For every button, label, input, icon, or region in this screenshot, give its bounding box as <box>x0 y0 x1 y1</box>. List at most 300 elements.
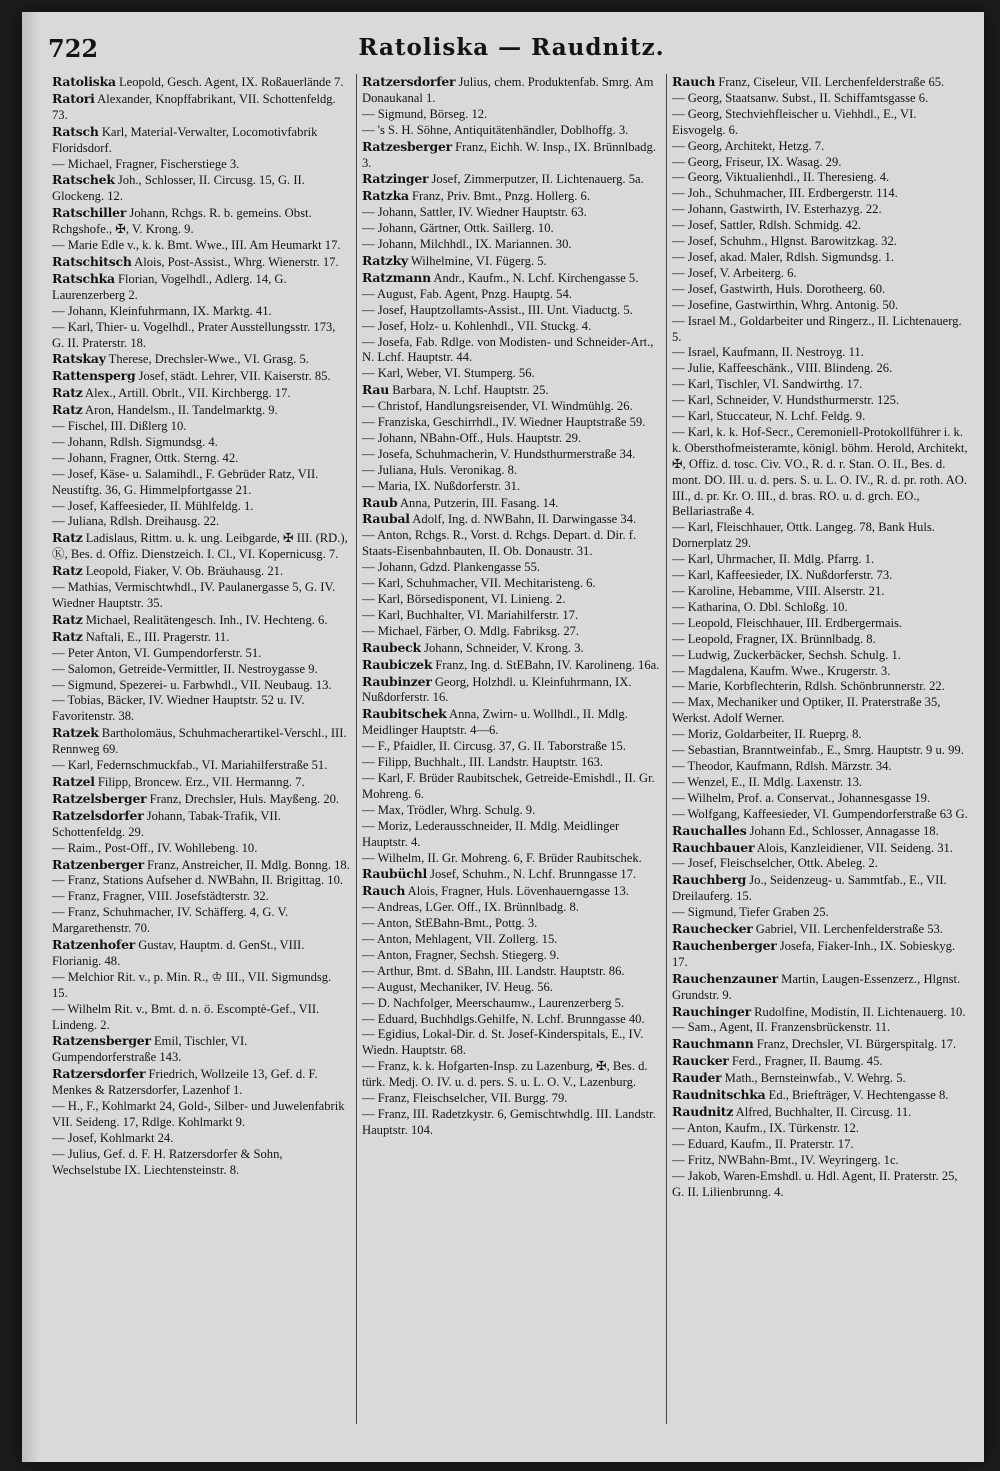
directory-entry <box>362 755 660 771</box>
directory-entry <box>672 938 970 971</box>
directory-entry <box>52 368 350 385</box>
directory-entry <box>362 948 660 964</box>
directory-entry <box>672 648 970 664</box>
directory-entry <box>362 964 660 980</box>
entry-surname: Ratzesberger <box>362 138 452 154</box>
directory-entry <box>52 514 350 530</box>
directory-entry <box>672 1036 970 1053</box>
entry-surname: Ratz <box>52 628 83 644</box>
directory-entry <box>362 303 660 319</box>
entry-details: — Max, Mechaniker und Optiker, II. Praterstraße 35, Werkst. Adolf Werner. <box>672 695 941 726</box>
entry-surname: Ratzelsdorfer <box>52 807 144 823</box>
entry-details: — Ludwig, Zuckerbäcker, Sechsh. Schulg. 1. <box>672 647 901 662</box>
directory-entry <box>362 771 660 803</box>
entry-details: Leopold, Fiaker, V. Ob. Bräuhausg. 21. <box>85 564 284 579</box>
directory-entry <box>362 1091 660 1107</box>
entry-details: — Josef, Käse- u. Salamihdl., F. Gebrüder Ratz, VII. Neustiftg. 36, G. Himmelpfortgasse 21. <box>52 466 319 497</box>
directory-entry <box>52 693 350 725</box>
entry-details: Franz, Ing. d. StEBahn, IV. Karolineng. 16a. <box>435 657 660 672</box>
entry-details: — Karl, F. Brüder Raubitschek, Getreide-Emishdl., II. Gr. Mohreng. 6. <box>362 770 655 801</box>
directory-entry <box>52 678 350 694</box>
entry-details: — Karl, Schuhmacher, VII. Mechitaristeng. 6. <box>362 576 596 591</box>
directory-entry <box>52 808 350 841</box>
directory-entry <box>52 629 350 646</box>
entry-details: — Moriz, Lederausschneider, II. Mdlg. Meidlinger Hauptstr. 4. <box>362 818 620 849</box>
entry-surname: Ratzmann <box>362 269 431 285</box>
directory-entry <box>52 774 350 791</box>
entry-details: — Filipp, Buchhalt., III. Landstr. Hauptstr. 163. <box>362 755 604 770</box>
entry-details: Alois, Kanzleidiener, VII. Seideng. 31. <box>756 840 953 855</box>
directory-entry <box>672 775 970 791</box>
directory-entry <box>362 205 660 221</box>
entry-surname: Ratschitsch <box>52 253 132 269</box>
directory-entry <box>52 451 350 467</box>
directory-entry <box>362 932 660 948</box>
directory-entry <box>672 921 970 938</box>
directory-entry <box>362 107 660 123</box>
entry-details: — Maria, IX. Nußdorferstr. 31. <box>362 478 521 493</box>
page-edge-shadow <box>22 12 40 1462</box>
entry-surname: Raubitschek <box>362 706 447 722</box>
entry-details: Franz, Drechsler, Huls. Mayßeng. 20. <box>149 791 340 806</box>
entry-details: — Josefa, Fab. Rdlge. von Modisten- und Schneider-Art., N. Lchf. Hauptstr. 44. <box>362 334 654 365</box>
entry-details: — D. Nachfolger, Meerschaumw., Laurenzerberg 5. <box>362 995 625 1010</box>
entry-details: — Eduard, Buchhdlgs.Gehilfe, N. Lchf. Brunngasse 40. <box>362 1011 645 1026</box>
entry-surname: Ratoliska <box>52 74 116 89</box>
directory-entry <box>672 298 970 314</box>
directory-entry <box>672 186 970 202</box>
entry-details: Gustav, Hauptm. d. GenSt., VIII. Florianig. 48. <box>52 938 305 968</box>
directory-entry <box>672 1004 970 1021</box>
directory-entry <box>362 560 660 576</box>
directory-entry <box>362 188 660 205</box>
directory-entry <box>672 807 970 823</box>
entry-details: — Josef, Holz- u. Kohlenhdl., VII. Stuckg. 4. <box>362 318 592 333</box>
directory-page <box>22 12 984 1462</box>
entry-surname: Ratsch <box>52 123 99 139</box>
directory-entry <box>52 1099 350 1131</box>
directory-entry <box>362 1027 660 1059</box>
entry-details: — Juliana, Rdlsh. Dreihausg. 22. <box>52 514 220 529</box>
entry-surname: Ratzersdorfer <box>362 74 456 89</box>
entry-details: — Josef, V. Arbeiterg. 6. <box>672 265 797 280</box>
entry-details: — Johann, Gdzd. Plankengasse 55. <box>362 560 541 575</box>
entry-surname: Rauch <box>362 883 406 899</box>
directory-entry <box>362 819 660 851</box>
entry-details: Emil, Tischler, VI. Gumpendorferstraße 143. <box>52 1034 248 1065</box>
directory-entry <box>672 1104 970 1121</box>
directory-entry <box>362 1012 660 1028</box>
entry-surname: Ratz <box>52 563 83 579</box>
running-title: Ratoliska — Raudnitz. <box>358 34 665 61</box>
directory-entry <box>52 791 350 808</box>
entry-details: — Michael, Fragner, Fischerstiege 3. <box>52 156 240 171</box>
directory-entry <box>52 873 350 889</box>
entry-surname: Ratschka <box>52 270 115 286</box>
directory-entry <box>362 1059 660 1091</box>
directory-entry <box>672 202 970 218</box>
directory-entry <box>672 361 970 377</box>
directory-entry <box>672 345 970 361</box>
entry-details: Jo., Seidenzeug- u. Sammtfab., E., VII. Dreilauferg. 15. <box>672 873 947 904</box>
directory-entry <box>672 314 970 346</box>
directory-entry <box>52 91 350 124</box>
directory-entry <box>672 600 970 616</box>
directory-entry <box>362 463 660 479</box>
directory-entry <box>672 664 970 680</box>
entry-details: — Marie, Korbflechterin, Rdlsh. Schönbrunnerstr. 22. <box>672 679 945 694</box>
directory-entry <box>52 271 350 304</box>
directory-entry <box>52 1147 350 1179</box>
entry-details: — Georg, Architekt, Hetzg. 7. <box>672 138 825 153</box>
entry-details: Florian, Vogelhdl., Adlerg. 14, G. Laurenzerberg 2. <box>52 271 287 302</box>
entry-surname: Ratschek <box>52 172 115 188</box>
entry-surname: Ratskay <box>52 351 106 367</box>
entry-surname: Rauder <box>672 1070 722 1086</box>
directory-entry <box>362 739 660 755</box>
entry-details: — Magdalena, Kaufm. Wwe., Krugerstr. 3. <box>672 663 891 678</box>
directory-entry <box>362 851 660 867</box>
entry-details: — Josef, Hauptzollamts-Assist., III. Unt. Viaductg. 5. <box>362 302 633 317</box>
entry-surname: Ratzelsberger <box>52 790 147 806</box>
entry-surname: Ratzenberger <box>52 856 145 872</box>
directory-entry <box>362 1107 660 1139</box>
directory-entry <box>52 905 350 937</box>
entry-details: — Johann, Rdlsh. Sigmundsg. 4. <box>52 434 218 449</box>
directory-entry <box>362 319 660 335</box>
entry-details: — Wilhelm, II. Gr. Mohreng. 6, F. Brüder Raubitschek. <box>362 850 642 865</box>
directory-entry <box>672 679 970 695</box>
directory-entry <box>362 237 660 253</box>
directory-entry <box>672 759 970 775</box>
entry-details: Alois, Post-Assist., Whrg. Wienerstr. 17. <box>134 254 339 269</box>
entry-details: — Karl, Federnschmuckfab., VI. Mariahilferstraße 51. <box>52 758 328 773</box>
entry-details: — Johann, Kleinfuhrmann, IX. Marktg. 41. <box>52 303 272 318</box>
entry-details: — Georg, Staatsanw. Subst., II. Schiffamtsgasse 6. <box>672 90 929 105</box>
entry-details: — August, Fab. Agent, Pnzg. Hauptg. 54. <box>362 286 572 301</box>
entry-details: — Karl, Tischler, VI. Sandwirthg. 17. <box>672 377 863 392</box>
directory-entry <box>672 250 970 266</box>
directory-column-1 <box>52 74 350 1439</box>
entry-details: — Johann, Fragner, Ottk. Sterng. 42. <box>52 450 239 465</box>
entry-details: Wilhelmine, VI. Fügerg. 5. <box>410 253 547 268</box>
directory-entry <box>52 1066 350 1099</box>
entry-surname: Rauchenberger <box>672 937 777 953</box>
entry-details: — Karl, Weber, VI. Stumperg. 56. <box>362 366 535 381</box>
entry-details: Franz, Ciseleur, VII. Lerchenfelderstraße 65. <box>718 75 945 89</box>
entry-details: — Franz, Fragner, VIII. Josefstädterstr. 32. <box>52 889 269 904</box>
entry-details: Joh., Schlosser, II. Circusg. 15, G. II. Glockeng. 12. <box>52 173 305 204</box>
entry-details: — 's S. H. Söhne, Antiquitätenhändler, Doblhoffg. 3. <box>362 122 629 137</box>
entry-details: Rudolfine, Modistin, II. Lichtenauerg. 10. <box>754 1004 966 1019</box>
entry-details: — Georg, Viktualienhdl., II. Theresieng. 4. <box>672 170 890 185</box>
entry-details: — Johann, NBahn-Off., Huls. Hauptstr. 29. <box>362 430 582 445</box>
entry-surname: Rauchalles <box>672 822 747 838</box>
entry-details: — Josef, akad. Maler, Rdlsh. Sigmundsg. 1. <box>672 249 894 264</box>
entry-details: Naftali, E., III. Pragerstr. 11. <box>85 629 230 644</box>
directory-entry <box>52 435 350 451</box>
directory-entry <box>362 576 660 592</box>
entry-details: — Anton, StEBahn-Bmt., Pottg. 3. <box>362 916 538 931</box>
directory-entry <box>52 1131 350 1147</box>
entry-details: — Andreas, LGer. Off., IX. Brünnlbadg. 8. <box>362 900 579 915</box>
entry-details: — Karl, Stuccateur, N. Lchf. Feldg. 9. <box>672 409 866 424</box>
directory-entry <box>52 857 350 874</box>
directory-entry <box>672 1070 970 1087</box>
entry-details: — Marie Edle v., k. k. Bmt. Wwe., III. Am Heumarkt 17. <box>52 238 341 253</box>
directory-entry <box>52 304 350 320</box>
directory-entry <box>52 467 350 499</box>
directory-column-3 <box>672 74 970 1439</box>
entry-surname: Ratz <box>52 611 83 627</box>
directory-entry <box>52 351 350 368</box>
directory-entry <box>672 584 970 600</box>
entry-details: — Karl, Kaffeesieder, IX. Nußdorferstr. 73. <box>672 568 893 583</box>
entry-surname: Ratzky <box>362 252 408 268</box>
entry-details: — Max, Trödler, Whrg. Schulg. 9. <box>362 802 536 817</box>
directory-entry <box>362 674 660 707</box>
entry-details: — Karl, Schneider, V. Hundsthurmerstr. 125. <box>672 393 900 408</box>
directory-entry <box>672 520 970 552</box>
entry-surname: Raudnitschka <box>672 1087 766 1103</box>
entry-surname: Ratzel <box>52 773 95 789</box>
entry-details: — Wilhelm, Prof. a. Conservat., Johannesgasse 19. <box>672 790 931 805</box>
entry-details: Josefa, Fiaker-Inh., IX. Sobieskyg. 17. <box>672 938 956 969</box>
entry-details: Johann Ed., Schlosser, Annagasse 18. <box>749 823 939 838</box>
entry-details: Gabriel, VII. Lerchenfelderstraße 53. <box>755 922 943 937</box>
directory-entry <box>362 431 660 447</box>
entry-details: Alfred, Buchhalter, II. Circusg. 11. <box>735 1105 912 1119</box>
directory-entry <box>672 695 970 727</box>
directory-entry <box>362 123 660 139</box>
entry-surname: Rauchbauer <box>672 839 755 855</box>
entry-details: Johann, Tabak-Trafik, VII. Schottenfeldg. 29. <box>52 808 281 839</box>
directory-entry <box>52 889 350 905</box>
entry-details: — Peter Anton, VI. Gumpendorferstr. 51. <box>52 645 262 660</box>
directory-entry <box>672 823 970 840</box>
directory-entry <box>672 170 970 186</box>
entry-details: Josef, Schuhm., N. Lchf. Brunngasse 17. <box>430 867 637 882</box>
entry-details: — Melchior Rit. v., p. Min. R., ♔ III., VII. Sigmundsg. 15. <box>52 969 332 1000</box>
directory-entry <box>362 335 660 367</box>
entry-surname: Ratori <box>52 90 95 106</box>
directory-entry <box>362 253 660 270</box>
entry-details: — Joh., Schuhmacher, III. Erdbergerstr. 114. <box>672 186 898 201</box>
directory-entry <box>52 74 350 91</box>
entry-surname: Raubeck <box>362 639 421 655</box>
entry-details: — Arthur, Bmt. d. SBahn, III. Landstr. Hauptstr. 86. <box>362 963 625 978</box>
directory-entry <box>362 171 660 188</box>
entry-surname: Ratzenhofer <box>52 937 136 953</box>
entry-details: — Israel M., Goldarbeiter und Ringerz., II. Lichtenauerg. 5. <box>672 313 962 344</box>
directory-entry <box>52 580 350 612</box>
entry-details: Math., Bernsteinwfab., V. Wehrg. 5. <box>724 1071 906 1086</box>
entry-details: — Egidius, Lokal-Dir. d. St. Josef-Kinderspitals, E., IV. Wiedn. Hauptstr. 68. <box>362 1027 644 1058</box>
entry-details: — Josefine, Gastwirthin, Whrg. Antonig. 50. <box>672 297 899 312</box>
directory-entry <box>362 479 660 495</box>
directory-entry <box>52 1033 350 1066</box>
entry-surname: Ratzka <box>362 188 409 204</box>
directory-entry <box>672 377 970 393</box>
entry-details: — Franziska, Geschirrhdl., IV. Wiedner Hauptstraße 59. <box>362 415 646 430</box>
entry-surname: Ratz <box>52 402 83 418</box>
directory-entry <box>52 402 350 419</box>
entry-details: Filipp, Broncew. Erz., VII. Hermanng. 7. <box>97 774 305 789</box>
entry-details: — Sigmund, Tiefer Graben 25. <box>672 905 829 920</box>
entry-details: Johann, Rchgs. R. b. gemeins. Obst. Rchgshofe., ✠, V. Krong. 9. <box>52 206 312 237</box>
entry-details: — Raim., Post-Off., IV. Wohllebeng. 10. <box>52 840 258 855</box>
directory-entry <box>672 872 970 905</box>
directory-entry <box>362 657 660 674</box>
directory-entry <box>362 511 660 528</box>
entry-details: — Johann, Gärtner, Ottk. Saillerg. 10. <box>362 221 554 236</box>
entry-details: Ladislaus, Rittm. u. k. ung. Leibgarde, ✠ III. (RD.), Ⓚ, Bes. d. Offiz. Dienstzeich. I. Cl., VI. Kopernicusg. 7. <box>52 531 348 562</box>
entry-details: Anna, Putzerin, III. Fasang. 14. <box>399 495 559 510</box>
entry-details: — Sigmund, Börseg. 12. <box>362 106 488 121</box>
entry-surname: Raudnitz <box>672 1104 734 1119</box>
directory-entry <box>52 205 350 238</box>
entry-details: — Michael, Färber, O. Mdlg. Fabriksg. 27. <box>362 623 580 638</box>
entry-details: — Franz, Schuhmacher, IV. Schäfferg. 4, G. V. Margarethenstr. 70. <box>52 905 289 936</box>
directory-entry <box>362 916 660 932</box>
directory-entry <box>672 1153 970 1169</box>
entry-details: Franz, Eichh. W. Insp., IX. Brünnlbadg. 3. <box>362 139 656 170</box>
entry-details: Ferd., Fragner, II. Baumg. 45. <box>731 1054 883 1069</box>
entry-details: — Josefa, Schuhmacherin, V. Hundsthurmerstraße 34. <box>362 446 636 461</box>
directory-entry <box>52 758 350 774</box>
entry-details: — Josef, Sattler, Rdlsh. Schmidg. 42. <box>672 218 862 233</box>
entry-details: — Christof, Handlungsreisender, VI. Windmühlg. 26. <box>362 399 633 414</box>
directory-entry <box>362 608 660 624</box>
directory-entry <box>52 124 350 157</box>
directory-entry <box>362 287 660 303</box>
directory-entry <box>362 495 660 512</box>
page-number: 722 <box>48 34 99 63</box>
entry-details: — Wenzel, E., II. Mdlg. Laxenstr. 13. <box>672 774 863 789</box>
directory-entry <box>52 157 350 173</box>
entry-details: — Sam., Agent, II. Franzensbrückenstr. 11. <box>672 1020 891 1035</box>
entry-details: — Josef, Kohlmarkt 24. <box>52 1130 174 1145</box>
entry-details: — Sigmund, Spezerei- u. Farbwhdl., VII. Neubaug. 13. <box>52 677 332 692</box>
entry-details: — Georg, Friseur, IX. Wasag. 29. <box>672 154 842 169</box>
entry-details: — Tobias, Bäcker, IV. Wiedner Hauptstr. 52 u. IV. Favoritenstr. 38. <box>52 693 305 724</box>
entry-surname: Ratschiller <box>52 205 127 221</box>
entry-surname: Raubüchl <box>362 866 427 882</box>
directory-entry <box>52 841 350 857</box>
directory-entry <box>672 616 970 632</box>
entry-details: Karl, Material-Verwalter, Locomotivfabrik Floridsdorf. <box>52 124 318 155</box>
directory-entry <box>672 1053 970 1070</box>
entry-details: — Anton, Rchgs. R., Vorst. d. Rchgs. Depart. d. Dir. f. Staats-Eisenbahnbauten, II. Ob. Donaustr. 31. <box>362 528 637 559</box>
entry-details: Josef, Zimmerputzer, II. Lichtenauerg. 5a. <box>431 172 644 187</box>
directory-entry <box>362 270 660 287</box>
directory-entry <box>672 282 970 298</box>
directory-entry <box>672 409 970 425</box>
directory-entry <box>672 856 970 872</box>
entry-details: — Salomon, Getreide-Vermittler, II. Nestroygasse 9. <box>52 661 318 676</box>
entry-details: — Fischel, III. Dißlerg 10. <box>52 419 187 434</box>
directory-entry <box>362 221 660 237</box>
entry-surname: Rauchenzauner <box>672 970 778 986</box>
directory-entry <box>52 172 350 205</box>
directory-entry <box>362 640 660 657</box>
entry-details: — Anton, Fragner, Sechsh. Stiegerg. 9. <box>362 947 560 962</box>
directory-entry <box>672 791 970 807</box>
entry-details: — Leopold, Fleischhauer, III. Erdbergermais. <box>672 615 903 630</box>
entry-details: — Karl, Thier- u. Vogelhdl., Prater Ausstellungsstr. 173, G. II. Praterstr. 18. <box>52 319 336 350</box>
entry-details: — Johann, Sattler, IV. Wiedner Hauptstr. 63. <box>362 205 587 220</box>
entry-details: — Leopold, Fragner, IX. Brünnlbadg. 8. <box>672 631 876 646</box>
entry-details: — Theodor, Kaufmann, Rdlsh. Märzstr. 34. <box>672 758 892 773</box>
entry-details: Aron, Handelsm., II. Tandelmarktg. 9. <box>85 403 278 418</box>
directory-entry <box>672 107 970 139</box>
column-divider <box>356 74 357 1424</box>
entry-details: Julius, chem. Produktenfab. Smrg. Am Donaukanal 1. <box>362 75 654 105</box>
directory-entry <box>52 662 350 678</box>
directory-entry <box>52 937 350 970</box>
entry-surname: Raubiczek <box>362 656 433 672</box>
entry-details: — Josef, Fleischselcher, Ottk. Abeleg. 2. <box>672 856 878 871</box>
column-divider <box>666 74 667 1424</box>
entry-details: — Wilhelm Rit. v., Bmt. d. n. ö. Escomptè-Gef., VII. Lindeng. 2. <box>52 1001 320 1032</box>
entry-details: — Karl, k. k. Hof-Secr., Ceremoniell-Protokollführer i. k. k. Obersthofmeisteramte, königl. böhm. Herold, Architekt, ✠, Offiz. d. tosc. Civ. VO., R. d. r. Stan. O. II., Bes. d. mont. DO. III. u. d. pers. S. u. L. O. IV., R. d. pr. roth. AO. III., d. pr. Kr. O. III., d. bras. RO. u. d. grch. EO., Bellariastraße 4. <box>672 424 968 519</box>
entry-details: — Mathias, Vermischtwhdl., IV. Paulanergasse 5, G. IV. Wiedner Hauptstr. 35. <box>52 580 336 610</box>
entry-surname: Raucker <box>672 1053 729 1069</box>
directory-entry <box>672 905 970 921</box>
directory-entry <box>672 155 970 171</box>
directory-entry <box>52 530 350 563</box>
entry-details: Andr., Kaufm., N. Lchf. Kirchengasse 5. <box>433 270 639 285</box>
directory-entry <box>672 91 970 107</box>
entry-details: — Jakob, Waren-Emshdl. u. Hdl. Agent, II. Praterstr. 25, G. II. Lilienbrunng. 4. <box>672 1168 958 1199</box>
directory-entry <box>672 840 970 857</box>
entry-details: — Juliana, Huls. Veronikag. 8. <box>362 462 518 477</box>
entry-details: — Johann, Gastwirth, IV. Esterhazyg. 22. <box>672 202 882 217</box>
directory-entry <box>672 1121 970 1137</box>
entry-surname: Ratz <box>52 385 83 401</box>
entry-details: — Karl, Buchhalter, VI. Mariahilferstr. 17. <box>362 607 579 622</box>
entry-details: Michael, Realitätengesch. Inh., IV. Hechteng. 6. <box>85 612 328 627</box>
entry-details: — Eduard, Kaufm., II. Praterstr. 17. <box>672 1136 854 1151</box>
entry-details: Alois, Fragner, Huls. Lövenhauerngasse 13. <box>407 884 629 899</box>
entry-surname: Ratzersdorfer <box>52 1066 146 1082</box>
entry-details: — Karl, Fleischhauer, Ottk. Langeg. 78, Bank Huls. Dornerplatz 29. <box>672 520 935 551</box>
entry-details: Georg, Holzhdl. u. Kleinfuhrmann, IX. Nußdorferstr. 16. <box>362 674 632 705</box>
directory-column-2 <box>362 74 660 1439</box>
entry-details: — Katharina, O. Dbl. Schloßg. 10. <box>672 599 848 614</box>
entry-surname: Rau <box>362 382 390 398</box>
directory-entry <box>362 706 660 739</box>
directory-entry <box>52 1002 350 1034</box>
directory-entry <box>362 528 660 560</box>
directory-entry <box>672 971 970 1004</box>
directory-entry <box>52 499 350 515</box>
directory-entry <box>672 552 970 568</box>
entry-details: Johann, Schneider, V. Krong. 3. <box>424 640 584 655</box>
directory-entry <box>362 803 660 819</box>
directory-entry <box>672 743 970 759</box>
directory-entry <box>362 624 660 640</box>
entry-details: Alex., Artill. Obrlt., VII. Kirchbergg. 17. <box>85 386 291 401</box>
entry-details: — Anton, Kaufm., IX. Türkenstr. 12. <box>672 1120 859 1135</box>
directory-entry <box>672 393 970 409</box>
entry-surname: Rauchecker <box>672 921 753 937</box>
directory-entry <box>672 218 970 234</box>
entry-details: — Israel, Kaufmann, II. Nestroyg. 11. <box>672 345 864 360</box>
directory-entry <box>52 320 350 352</box>
directory-entry <box>672 1137 970 1153</box>
entry-details: — Moriz, Goldarbeiter, II. Rueprg. 8. <box>672 727 862 742</box>
